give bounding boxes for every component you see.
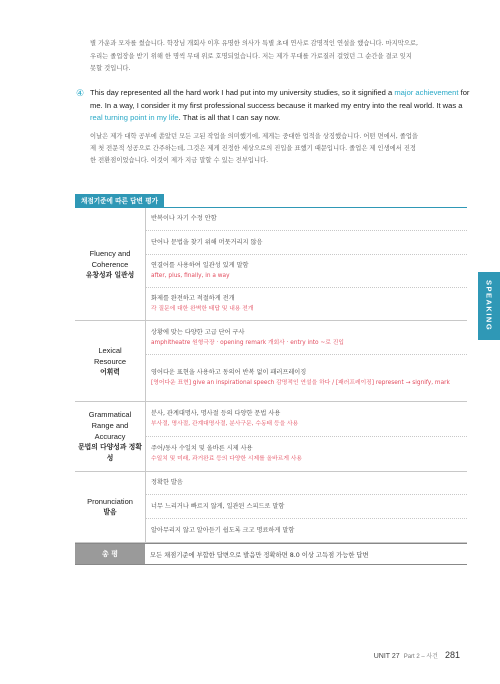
criterion-row: [146, 231, 467, 255]
rubric-title: 채점기준에 따른 답변 평가: [75, 194, 164, 208]
page-number: 281: [444, 650, 460, 660]
criterion-text: 정확한 발음: [151, 479, 183, 486]
criterion-row: [146, 437, 467, 471]
criteria-list: [146, 208, 467, 320]
footer-part: Part 2 – 사건: [403, 654, 438, 660]
category-label-en: Grammatical: [88, 410, 132, 419]
rubric-category-grammar: [75, 402, 467, 472]
highlight-phrase: real turning point in my life: [90, 113, 179, 123]
criteria-list: [146, 402, 467, 471]
criteria-list: [146, 321, 467, 401]
korean-translation-line: 제 첫 전문적 성공으로 간주하는데, 그것은 제게 진정한 세상으로의 진입을 표했기 때문입니다. 졸업은 제 인생에서 진정: [90, 145, 417, 153]
criterion-text: 분사, 관계대명사, 명사절 등의 다양한 문법 사용: [151, 410, 281, 417]
criterion-example: 수일치 및 미래, 과거완료 등의 다양한 시제를 올바르게 사용: [151, 456, 302, 462]
category-label-en: Pronunciation: [87, 497, 133, 506]
korean-intro-line: 별 가운과 모자를 썼습니다. 학장님 개회사 이후 유명한 의사가 특별 초대 연사로 감명적인 연설을 했습니다. 마지막으로,: [90, 40, 419, 47]
korean-translation-line: 한 전환점이었습니다. 이것이 제가 지금 말할 수 있는 전부입니다.: [90, 157, 269, 165]
highlight-phrase: major achievement: [394, 88, 459, 97]
category-label: [75, 321, 146, 401]
rubric-table: [75, 207, 467, 565]
english-answer-paragraph: [76, 87, 475, 125]
rubric-category-fluency: [75, 208, 467, 321]
criterion-row: [146, 321, 467, 355]
criterion-text: 단어나 문법을 찾기 위해 머뭇거리지 않음: [151, 238, 263, 246]
criterion-row: [146, 355, 467, 401]
criterion-row: [146, 255, 467, 288]
criterion-text: 알아무리지 않고 알아듣기 쉽도록 크고 명료하게 말함: [151, 526, 295, 534]
korean-intro-line: 우리는 졸업장을 받기 위해 한 명씩 무대 위로 호명되었습니다. 저는 제가 무대를 가로질러 걸었던 그 순간을 결코 잊지: [90, 52, 412, 60]
criterion-text: 반복이나 자기 수정 안함: [151, 215, 217, 222]
category-label: [75, 208, 146, 320]
category-label-ko: 발음: [103, 508, 117, 516]
speaking-side-tab: [478, 272, 500, 340]
criterion-text: 너무 느리거나 빠르지 않게, 일관된 스피드로 말함: [151, 502, 285, 510]
category-label-en: Fluency and: [89, 248, 131, 258]
criterion-text: 영어다운 표현을 사용하고 동의어 반복 없이 패러프레이징: [151, 369, 307, 376]
criterion-row: [146, 472, 467, 495]
korean-translation-line: 이날은 제가 대학 공부에 쏟았던 모든 고된 작업을 의미했기에, 제게는 중대한 업적을 상징했습니다. 어떤 면에서, 졸업을: [90, 133, 419, 140]
criterion-row: [146, 208, 467, 231]
criterion-text: 상황에 맞는 다양한 고급 단어 구사: [151, 328, 245, 336]
category-label-ko: 문법의 다양성과 정확성: [78, 443, 142, 462]
english-text: . That is all that I can say now.: [178, 113, 281, 123]
english-text: for me. In a way, I consider it my first professional success because it marked my entry into the real world. It was a: [90, 88, 470, 110]
category-label-en: Resource: [93, 356, 127, 366]
criterion-text: 연결어를 사용하여 일관성 있게 말함: [151, 262, 249, 269]
criterion-text: 화제를 완전하고 적절하게 전개: [151, 295, 235, 302]
criterion-example: after, plus, finally, in a way: [151, 273, 230, 279]
category-label-en: Range and: [91, 421, 129, 430]
criteria-list: [146, 472, 467, 542]
criterion-row: [146, 519, 467, 542]
overall-label: 총 평: [75, 544, 145, 564]
criterion-row: [146, 288, 467, 320]
category-label-en: Coherence: [91, 259, 129, 269]
criterion-text: 주어/동사 수일치 및 올바른 시제 사용: [151, 445, 253, 452]
category-label-ko: 어휘력: [100, 367, 120, 376]
rubric-category-pronunciation: [75, 472, 467, 543]
rubric-category-lexical: [75, 321, 467, 402]
criterion-example: amphitheatre 원형극장 · opening remark 개회사 · entry into ~로 진입: [151, 339, 344, 346]
criterion-row: [146, 495, 467, 519]
side-tab-label: SPEAKING: [484, 280, 494, 332]
criterion-example: [영어다운 표현] give an inspirational speech 감명적인 연설을 하다 / [패러프레이징] represent → signify, mark: [151, 380, 450, 386]
category-label: [75, 402, 146, 471]
paragraph-number: ④: [76, 88, 85, 98]
category-label-en: Lexical: [98, 345, 122, 355]
footer-unit: UNIT 27: [373, 653, 400, 660]
rubric-overall-row: [75, 543, 467, 564]
overall-text: 모든 채점기준에 부합한 답변으로 발음만 정확하면 8.0 이상 고득점 가능한 답변: [145, 544, 467, 564]
category-label-ko: 유창성과 일관성: [85, 270, 135, 279]
korean-translation: [90, 131, 475, 168]
english-text: This day represented all the hard work I had put into my university studies, so it signified a: [90, 88, 395, 97]
korean-intro-text: [90, 38, 472, 76]
category-label-en: Accuracy: [94, 432, 126, 441]
korean-intro-line: 못할 것입니다.: [90, 65, 131, 73]
criterion-example: 각 질문에 대한 완벽한 태답 및 내용 전개: [151, 306, 254, 312]
criterion-example: 부사절, 명사절, 관계대명사절, 분사구문, 수동태 등을 사용: [151, 421, 299, 427]
criterion-row: [146, 402, 467, 437]
page-footer: [374, 650, 460, 660]
category-label: [75, 472, 146, 542]
